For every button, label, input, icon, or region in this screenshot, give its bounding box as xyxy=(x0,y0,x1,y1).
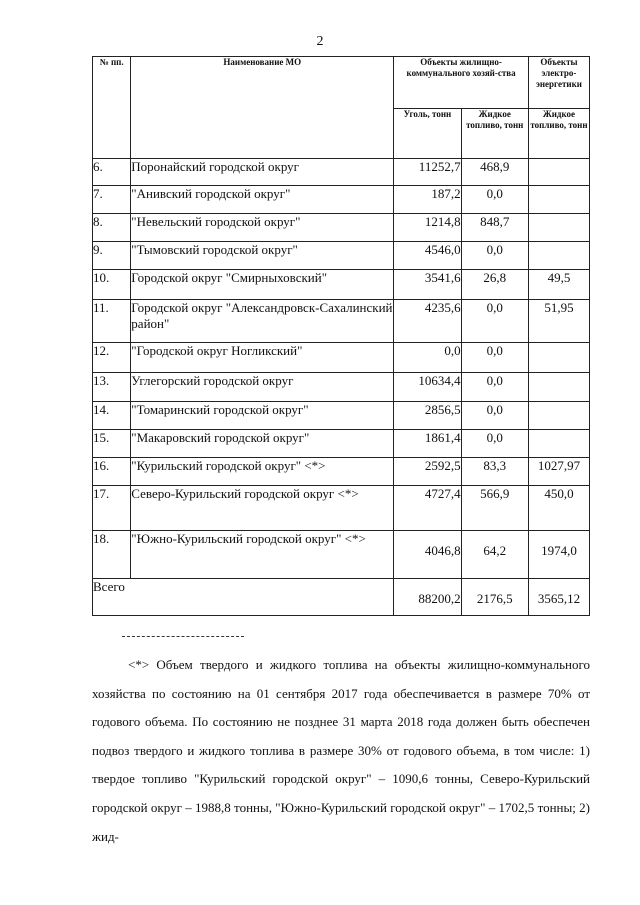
table-row xyxy=(93,343,590,373)
row-number: 17. xyxy=(93,486,131,531)
row-number: 6. xyxy=(93,159,131,186)
total-liquid: 2176,5 xyxy=(461,579,528,616)
table-row xyxy=(93,242,590,270)
row-energy: 1974,0 xyxy=(528,531,589,579)
row-name: "Макаровский городской округ" xyxy=(131,430,394,458)
row-liquid: 0,0 xyxy=(461,343,528,373)
row-coal: 4546,0 xyxy=(394,242,461,270)
row-energy: 51,95 xyxy=(528,300,589,343)
total-coal: 88200,2 xyxy=(394,579,461,616)
row-number: 10. xyxy=(93,270,131,300)
row-name: Поронайский городской округ xyxy=(131,159,394,186)
row-energy xyxy=(528,373,589,402)
header-liquid-zhkh: Жидкое топливо, тонн xyxy=(461,109,528,159)
table-row xyxy=(93,373,590,402)
row-energy: 1027,97 xyxy=(528,458,589,486)
table-row-total xyxy=(93,579,590,616)
row-name: Северо-Курильский городской округ <*> xyxy=(131,486,394,531)
row-coal: 2856,5 xyxy=(394,402,461,430)
row-name: "Невельский городской округ" xyxy=(131,214,394,242)
header-group-zhkh: Объекты жилищно-коммунального хозяй-ства xyxy=(394,57,529,109)
row-name: "Томаринский городской округ" xyxy=(131,402,394,430)
table-row xyxy=(93,186,590,214)
table-row xyxy=(93,486,590,531)
row-coal: 4235,6 xyxy=(394,300,461,343)
table-row xyxy=(93,300,590,343)
header-num: № пп. xyxy=(93,57,131,159)
row-name: "Тымовский городской округ" xyxy=(131,242,394,270)
header-group-energy: Объекты электро-энергетики xyxy=(528,57,589,109)
table-row xyxy=(93,430,590,458)
row-name: Городской округ "Смирныховский" xyxy=(131,270,394,300)
row-energy xyxy=(528,214,589,242)
fuel-table xyxy=(92,56,590,616)
row-liquid: 0,0 xyxy=(461,373,528,402)
total-label: Всего xyxy=(93,579,394,616)
row-energy xyxy=(528,242,589,270)
table-row xyxy=(93,402,590,430)
footnote xyxy=(92,651,590,851)
row-number: 14. xyxy=(93,402,131,430)
row-liquid: 468,9 xyxy=(461,159,528,186)
row-energy xyxy=(528,343,589,373)
row-liquid: 848,7 xyxy=(461,214,528,242)
row-liquid: 0,0 xyxy=(461,430,528,458)
row-energy: 450,0 xyxy=(528,486,589,531)
footnote-separator xyxy=(122,636,244,637)
row-number: 8. xyxy=(93,214,131,242)
row-name: "Южно-Курильский городской округ" <*> xyxy=(131,531,394,579)
row-liquid: 0,0 xyxy=(461,402,528,430)
row-number: 7. xyxy=(93,186,131,214)
row-liquid: 0,0 xyxy=(461,300,528,343)
row-name: Городской округ "Александровск-Сахалинский район" xyxy=(131,300,394,343)
row-liquid: 64,2 xyxy=(461,531,528,579)
table-row xyxy=(93,159,590,186)
row-coal: 1214,8 xyxy=(394,214,461,242)
row-energy xyxy=(528,430,589,458)
row-number: 12. xyxy=(93,343,131,373)
row-coal: 11252,7 xyxy=(394,159,461,186)
table-row xyxy=(93,270,590,300)
row-liquid: 0,0 xyxy=(461,186,528,214)
row-coal: 10634,4 xyxy=(394,373,461,402)
row-name: "Городской округ Ногликский" xyxy=(131,343,394,373)
table-row xyxy=(93,214,590,242)
row-name: "Анивский городской округ" xyxy=(131,186,394,214)
header-coal: Уголь, тонн xyxy=(394,109,461,159)
total-energy: 3565,12 xyxy=(528,579,589,616)
row-coal: 4046,8 xyxy=(394,531,461,579)
row-energy xyxy=(528,186,589,214)
row-coal: 187,2 xyxy=(394,186,461,214)
row-coal: 1861,4 xyxy=(394,430,461,458)
row-coal: 2592,5 xyxy=(394,458,461,486)
row-coal: 3541,6 xyxy=(394,270,461,300)
table-row xyxy=(93,531,590,579)
row-coal: 0,0 xyxy=(394,343,461,373)
row-energy: 49,5 xyxy=(528,270,589,300)
row-number: 11. xyxy=(93,300,131,343)
header-name: Наименование МО xyxy=(131,57,394,159)
row-liquid: 566,9 xyxy=(461,486,528,531)
table-row xyxy=(93,458,590,486)
row-energy xyxy=(528,159,589,186)
page-number: 2 xyxy=(316,34,324,49)
row-number: 16. xyxy=(93,458,131,486)
row-name: "Курильский городской округ" <*> xyxy=(131,458,394,486)
row-number: 18. xyxy=(93,531,131,579)
row-number: 13. xyxy=(93,373,131,402)
row-name: Углегорский городской округ xyxy=(131,373,394,402)
row-energy xyxy=(528,402,589,430)
header-liquid-energy: Жидкое топливо, тонн xyxy=(528,109,589,159)
footnote-text: <*> Объем твердого и жидкого топлива на объекты жилищно-коммунального хозяйства по состоянию на 01 сентября 2017 года обеспечивается в размере 70% от годового объема. По состоянию не позднее 31 марта 2018 года должен быть обеспечен подвоз твердого и жидкого топлива в размере 30% от годового объема, в том числе: 1) твердое топливо "Курильский городской округ" – 1090,6 тонны, Северо-Курильский городской округ – 1988,8 тонны, "Южно-Курильский городской округ" – 1702,5 тонны; 2) жид- xyxy=(92,657,590,844)
row-coal: 4727,4 xyxy=(394,486,461,531)
row-number: 9. xyxy=(93,242,131,270)
row-number: 15. xyxy=(93,430,131,458)
row-liquid: 26,8 xyxy=(461,270,528,300)
row-liquid: 0,0 xyxy=(461,242,528,270)
row-liquid: 83,3 xyxy=(461,458,528,486)
